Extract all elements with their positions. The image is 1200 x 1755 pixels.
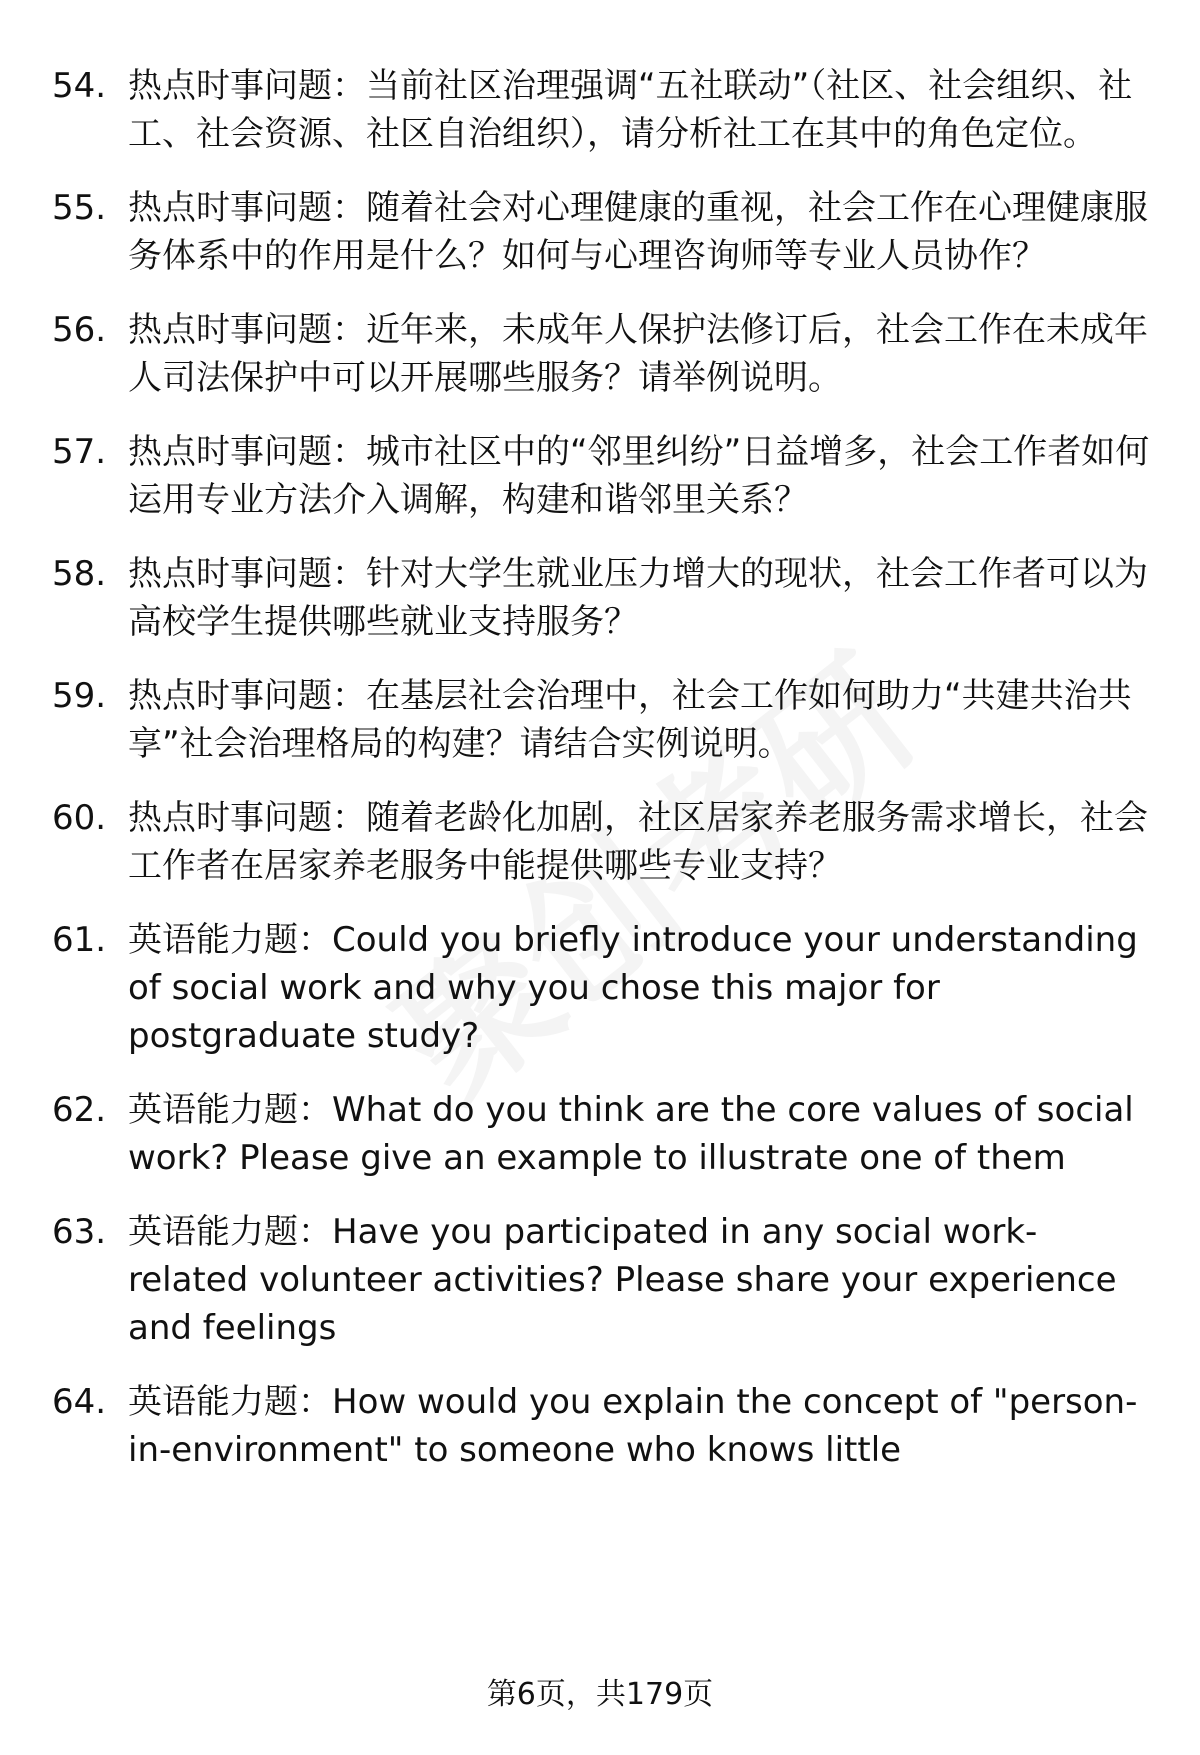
- question-number: 62.: [52, 1090, 107, 1130]
- list-item: [52, 1208, 1152, 1352]
- question-text: 英语能力题：Have you participated in any social work-related volunteer activities? Please share your experience and feelings: [128, 1212, 1117, 1348]
- question-text: 热点时事问题：在基层社会治理中，社会工作如何助力“共建共治共享”社会治理格局的构建？请结合实例说明。: [128, 676, 1132, 764]
- list-item: [52, 1086, 1152, 1182]
- question-number: 58.: [52, 554, 107, 594]
- question-text: 热点时事问题：随着社会对心理健康的重视，社会工作在心理健康服务体系中的作用是什么？如何与心理咨询师等专业人员协作？: [128, 188, 1148, 276]
- question-number: 54.: [52, 66, 107, 106]
- question-number: 55.: [52, 188, 107, 228]
- question-text: 热点时事问题：近年来，未成年人保护法修订后，社会工作在未成年人司法保护中可以开展哪些服务？请举例说明。: [128, 310, 1148, 398]
- question-number: 60.: [52, 798, 107, 838]
- question-text: 热点时事问题：城市社区中的“邻里纠纷”日益增多，社会工作者如何运用专业方法介入调解，构建和谐邻里关系？: [128, 432, 1150, 520]
- question-number: 61.: [52, 920, 107, 960]
- question-number: 63.: [52, 1212, 107, 1252]
- list-item: [52, 306, 1152, 402]
- question-list: [52, 62, 1152, 1474]
- question-text: 英语能力题：How would you explain the concept of "person-in-environment" to someone who knows little: [128, 1382, 1138, 1470]
- page-number-label: 第6页，共179页: [486, 1677, 714, 1712]
- list-item: [52, 794, 1152, 890]
- question-number: 56.: [52, 310, 107, 350]
- question-number: 59.: [52, 676, 107, 716]
- question-text: 热点时事问题：针对大学生就业压力增大的现状，社会工作者可以为高校学生提供哪些就业支持服务？: [128, 554, 1148, 642]
- question-number: 64.: [52, 1382, 107, 1422]
- list-item: [52, 428, 1152, 524]
- list-item: [52, 916, 1152, 1060]
- question-text: 热点时事问题：当前社区治理强调“五社联动”（社区、社会组织、社工、社会资源、社区自治组织），请分析社工在其中的角色定位。: [128, 66, 1133, 154]
- list-item: [52, 672, 1152, 768]
- question-text: 英语能力题：Could you briefly introduce your understanding of social work and why you chose this major for postgraduate study?: [128, 920, 1138, 1056]
- question-text: 英语能力题：What do you think are the core values of social work? Please give an example to illustrate one of them: [128, 1090, 1134, 1178]
- question-number: 57.: [52, 432, 107, 472]
- list-item: [52, 550, 1152, 646]
- list-item: [52, 1378, 1152, 1474]
- question-text: 热点时事问题：随着老龄化加剧，社区居家养老服务需求增长，社会工作者在居家养老服务中能提供哪些专业支持？: [128, 798, 1148, 886]
- page-footer: [0, 1675, 1200, 1715]
- list-item: [52, 62, 1152, 158]
- list-item: [52, 184, 1152, 280]
